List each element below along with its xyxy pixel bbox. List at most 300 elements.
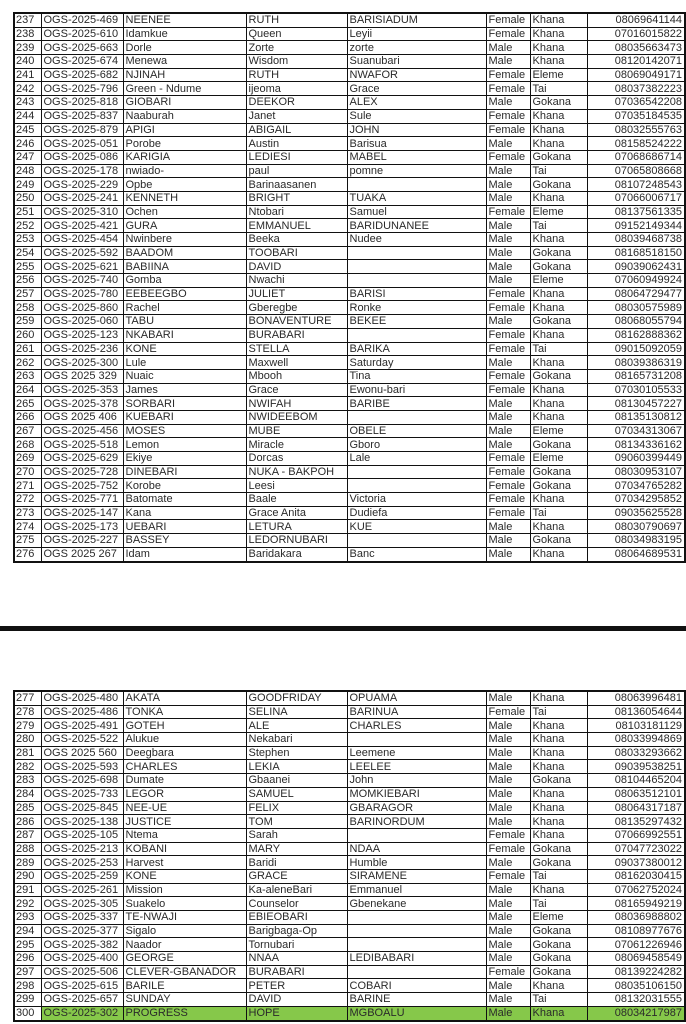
other-name-cell (347, 410, 486, 424)
table-row (14, 424, 685, 438)
other-name-cell: Saturday (347, 356, 486, 370)
first-name-cell: JULIET (246, 287, 347, 301)
other-name-cell (347, 328, 486, 342)
first-name-cell: Barigbaga-Op (246, 924, 347, 938)
other-name-cell: Humble (347, 856, 486, 870)
other-name-cell (347, 534, 486, 548)
gender-cell: Male (486, 164, 530, 178)
surname-cell: KONE (123, 869, 246, 883)
surname-cell: Harvest (123, 856, 246, 870)
registration-id-cell: OGS-2025-593 (41, 760, 123, 774)
registration-id-cell: OGS-2025-592 (41, 246, 123, 260)
first-name-cell: Grace Anita (246, 506, 347, 520)
registration-id-cell: OGS-2025-377 (41, 924, 123, 938)
lga-cell: Khana (530, 520, 587, 534)
phone-number-cell: 08035663473 (587, 41, 685, 55)
surname-cell: AKATA (123, 691, 246, 705)
surname-cell: EEBEEGBO (123, 287, 246, 301)
lga-cell: Khana (530, 410, 587, 424)
phone-number-cell: 07036542208 (587, 96, 685, 110)
other-name-cell: Banc (347, 547, 486, 561)
table-row (14, 547, 685, 561)
registration-id-cell: OGS-2025-300 (41, 356, 123, 370)
gender-cell: Male (486, 856, 530, 870)
registration-id-cell: OGS-2025-310 (41, 205, 123, 219)
first-name-cell: RUTH (246, 13, 347, 27)
gender-cell: Female (486, 452, 530, 466)
lga-cell: Gokana (530, 842, 587, 856)
gender-cell: Male (486, 815, 530, 829)
first-name-cell: PETER (246, 979, 347, 993)
phone-number-cell: 08039468738 (587, 233, 685, 247)
registration-id-cell: OGS-2025-663 (41, 41, 123, 55)
table-row (14, 897, 685, 911)
registration-id-cell: OGS-2025-456 (41, 424, 123, 438)
serial-number-cell: 286 (14, 815, 41, 829)
registration-id-cell: OGS-2025-138 (41, 815, 123, 829)
first-name-cell: BRIGHT (246, 191, 347, 205)
serial-number-cell: 288 (14, 842, 41, 856)
gender-cell: Female (486, 301, 530, 315)
serial-number-cell: 283 (14, 774, 41, 788)
gender-cell: Male (486, 719, 530, 733)
registration-id-cell: OGS-2025-147 (41, 506, 123, 520)
gender-cell: Male (486, 246, 530, 260)
gender-cell: Female (486, 109, 530, 123)
serial-number-cell: 261 (14, 342, 41, 356)
first-name-cell: Beeka (246, 233, 347, 247)
lga-cell: Khana (530, 287, 587, 301)
lga-cell: Gokana (530, 150, 587, 164)
lga-cell: Gokana (530, 178, 587, 192)
table-row (14, 205, 685, 219)
surname-cell: James (123, 383, 246, 397)
table-row (14, 27, 685, 41)
table-row (14, 1006, 685, 1020)
first-name-cell: STELLA (246, 342, 347, 356)
gender-cell: Male (486, 520, 530, 534)
gender-cell: Male (486, 924, 530, 938)
other-name-cell: Leyii (347, 27, 486, 41)
registration-id-cell: OGS-2025-086 (41, 150, 123, 164)
registration-id-cell: OGS-2025-105 (41, 828, 123, 842)
surname-cell: Ntema (123, 828, 246, 842)
lga-cell: Gokana (530, 465, 587, 479)
serial-number-cell: 248 (14, 164, 41, 178)
table-row (14, 493, 685, 507)
phone-number-cell: 08108977676 (587, 924, 685, 938)
registration-id-cell: OGS-2025-879 (41, 123, 123, 137)
lga-cell: Tai (530, 82, 587, 96)
other-name-cell: pomne (347, 164, 486, 178)
other-name-cell (347, 965, 486, 979)
lga-cell: Khana (530, 328, 587, 342)
table-row (14, 979, 685, 993)
phone-number-cell: 09152149344 (587, 219, 685, 233)
other-name-cell: NWAFOR (347, 68, 486, 82)
table-row (14, 452, 685, 466)
other-name-cell: Ronke (347, 301, 486, 315)
gender-cell: Male (486, 801, 530, 815)
phone-number-cell: 07034313067 (587, 424, 685, 438)
first-name-cell: paul (246, 164, 347, 178)
serial-number-cell: 240 (14, 55, 41, 69)
surname-cell: TE-NWAJI (123, 911, 246, 925)
other-name-cell: Lale (347, 452, 486, 466)
phone-number-cell: 08063996481 (587, 691, 685, 705)
table-row (14, 82, 685, 96)
serial-number-cell: 258 (14, 301, 41, 315)
gender-cell: Female (486, 123, 530, 137)
first-name-cell: ijeoma (246, 82, 347, 96)
other-name-cell: Suanubari (347, 55, 486, 69)
registration-id-cell: OGS-2025-860 (41, 301, 123, 315)
first-name-cell: NWIFAH (246, 397, 347, 411)
registration-id-cell: OGS-2025-657 (41, 993, 123, 1007)
other-name-cell: Grace (347, 82, 486, 96)
other-name-cell: Samuel (347, 205, 486, 219)
lga-cell: Khana (530, 1006, 587, 1020)
first-name-cell: SAMUEL (246, 787, 347, 801)
lga-cell: Khana (530, 137, 587, 151)
serial-number-cell: 300 (14, 1006, 41, 1020)
serial-number-cell: 266 (14, 410, 41, 424)
other-name-cell (347, 479, 486, 493)
first-name-cell: Barinaasanen (246, 178, 347, 192)
surname-cell: Rachel (123, 301, 246, 315)
table-row (14, 746, 685, 760)
registration-id-cell: OGS-2025-305 (41, 897, 123, 911)
phone-number-cell: 08035106150 (587, 979, 685, 993)
phone-number-cell: 08162888362 (587, 328, 685, 342)
other-name-cell: Victoria (347, 493, 486, 507)
registration-id-cell: OGS 2025 406 (41, 410, 123, 424)
registration-id-cell: OGS-2025-818 (41, 96, 123, 110)
table-row (14, 705, 685, 719)
serial-number-cell: 271 (14, 479, 41, 493)
gender-cell: Female (486, 27, 530, 41)
lga-cell: Gokana (530, 924, 587, 938)
phone-number-cell: 07047723022 (587, 842, 685, 856)
gender-cell: Male (486, 274, 530, 288)
registration-id-cell: OGS-2025-780 (41, 287, 123, 301)
lga-cell: Eleme (530, 68, 587, 82)
surname-cell: NJINAH (123, 68, 246, 82)
other-name-cell (347, 733, 486, 747)
lga-cell: Gokana (530, 479, 587, 493)
registration-id-cell: OGS 2025 560 (41, 746, 123, 760)
registration-id-cell: OGS-2025-486 (41, 705, 123, 719)
phone-number-cell: 07034295852 (587, 493, 685, 507)
registration-id-cell: OGS-2025-491 (41, 719, 123, 733)
gender-cell: Female (486, 68, 530, 82)
first-name-cell: Zorte (246, 41, 347, 55)
registration-id-cell: OGS-2025-733 (41, 787, 123, 801)
serial-number-cell: 256 (14, 274, 41, 288)
phone-number-cell: 09037380012 (587, 856, 685, 870)
serial-number-cell: 241 (14, 68, 41, 82)
serial-number-cell: 262 (14, 356, 41, 370)
first-name-cell: MUBE (246, 424, 347, 438)
first-name-cell: Gbaanei (246, 774, 347, 788)
gender-cell: Female (486, 493, 530, 507)
first-name-cell: Baale (246, 493, 347, 507)
table-row (14, 137, 685, 151)
phone-number-cell: 08063512101 (587, 787, 685, 801)
gender-cell: Male (486, 733, 530, 747)
gender-cell: Male (486, 191, 530, 205)
first-name-cell: Janet (246, 109, 347, 123)
gender-cell: Male (486, 952, 530, 966)
lga-cell: Eleme (530, 205, 587, 219)
first-name-cell: Grace (246, 383, 347, 397)
gender-cell: Female (486, 869, 530, 883)
phone-number-cell: 08030575989 (587, 301, 685, 315)
gender-cell: Male (486, 938, 530, 952)
table-row (14, 13, 685, 27)
other-name-cell: BARISIADUM (347, 13, 486, 27)
registration-id-cell: OGS 2025 267 (41, 547, 123, 561)
surname-cell: KOBANI (123, 842, 246, 856)
table-row (14, 465, 685, 479)
surname-cell: GEORGE (123, 952, 246, 966)
first-name-cell: Ka-aleneBari (246, 883, 347, 897)
gender-cell: Male (486, 424, 530, 438)
table-row (14, 952, 685, 966)
phone-number-cell: 08036988802 (587, 911, 685, 925)
first-name-cell: NUKA - BAKPOH (246, 465, 347, 479)
other-name-cell: Barisua (347, 137, 486, 151)
serial-number-cell: 265 (14, 397, 41, 411)
lga-cell: Khana (530, 719, 587, 733)
surname-cell: Green - Ndume (123, 82, 246, 96)
other-name-cell: Sule (347, 109, 486, 123)
records-table-top (13, 12, 686, 563)
other-name-cell: zorte (347, 41, 486, 55)
serial-number-cell: 247 (14, 150, 41, 164)
first-name-cell: Ntobari (246, 205, 347, 219)
serial-number-cell: 237 (14, 13, 41, 27)
surname-cell: KENNETH (123, 191, 246, 205)
serial-number-cell: 246 (14, 137, 41, 151)
gender-cell: Male (486, 178, 530, 192)
first-name-cell: Baridakara (246, 547, 347, 561)
first-name-cell: DAVID (246, 993, 347, 1007)
other-name-cell: MGBOALU (347, 1006, 486, 1020)
phone-number-cell: 08033994869 (587, 733, 685, 747)
first-name-cell: TOM (246, 815, 347, 829)
first-name-cell: Sarah (246, 828, 347, 842)
phone-number-cell: 08137561335 (587, 205, 685, 219)
other-name-cell: Dudiefa (347, 506, 486, 520)
gender-cell: Male (486, 911, 530, 925)
first-name-cell: LETURA (246, 520, 347, 534)
gender-cell: Female (486, 342, 530, 356)
first-name-cell: GOODFRIDAY (246, 691, 347, 705)
phone-number-cell: 07062752024 (587, 883, 685, 897)
other-name-cell (347, 938, 486, 952)
registration-id-cell: OGS-2025-253 (41, 856, 123, 870)
surname-cell: Nuaic (123, 369, 246, 383)
first-name-cell: BURABARI (246, 328, 347, 342)
gender-cell: Male (486, 397, 530, 411)
lga-cell: Khana (530, 13, 587, 27)
first-name-cell: TOOBARI (246, 246, 347, 260)
phone-number-cell: 08033293662 (587, 746, 685, 760)
surname-cell: UEBARI (123, 520, 246, 534)
surname-cell: Batomate (123, 493, 246, 507)
lga-cell: Tai (530, 993, 587, 1007)
phone-number-cell: 08034983195 (587, 534, 685, 548)
table-row (14, 315, 685, 329)
lga-cell: Khana (530, 493, 587, 507)
surname-cell: Porobe (123, 137, 246, 151)
surname-cell: LEGOR (123, 787, 246, 801)
registration-id-cell: OGS-2025-051 (41, 137, 123, 151)
surname-cell: Ekiye (123, 452, 246, 466)
table-row (14, 801, 685, 815)
phone-number-cell: 08165949219 (587, 897, 685, 911)
serial-number-cell: 291 (14, 883, 41, 897)
registration-id-cell: OGS-2025-241 (41, 191, 123, 205)
surname-cell: TABU (123, 315, 246, 329)
other-name-cell (347, 911, 486, 925)
gender-cell: Female (486, 705, 530, 719)
lga-cell: Gokana (530, 952, 587, 966)
table-row (14, 233, 685, 247)
other-name-cell (347, 246, 486, 260)
table-row (14, 828, 685, 842)
gender-cell: Male (486, 438, 530, 452)
surname-cell: CHARLES (123, 760, 246, 774)
table-row (14, 123, 685, 137)
gender-cell: Female (486, 369, 530, 383)
table-row (14, 856, 685, 870)
surname-cell: nwiado- (123, 164, 246, 178)
lga-cell: Tai (530, 164, 587, 178)
serial-number-cell: 260 (14, 328, 41, 342)
serial-number-cell: 243 (14, 96, 41, 110)
lga-cell: Khana (530, 787, 587, 801)
other-name-cell: LEDIBABARI (347, 952, 486, 966)
serial-number-cell: 280 (14, 733, 41, 747)
lga-cell: Tai (530, 219, 587, 233)
serial-number-cell: 269 (14, 452, 41, 466)
other-name-cell: OBELE (347, 424, 486, 438)
serial-number-cell: 285 (14, 801, 41, 815)
serial-number-cell: 263 (14, 369, 41, 383)
lga-cell: Gokana (530, 856, 587, 870)
surname-cell: Deegbara (123, 746, 246, 760)
gender-cell: Male (486, 547, 530, 561)
lga-cell: Khana (530, 301, 587, 315)
table-row (14, 178, 685, 192)
table-row (14, 534, 685, 548)
phone-number-cell: 08039386319 (587, 356, 685, 370)
surname-cell: KARIGIA (123, 150, 246, 164)
table-row (14, 219, 685, 233)
registration-id-cell: OGS-2025-382 (41, 938, 123, 952)
table-row (14, 342, 685, 356)
table-row (14, 938, 685, 952)
surname-cell: Lemon (123, 438, 246, 452)
other-name-cell: BARINORDUM (347, 815, 486, 829)
first-name-cell: LEDIESI (246, 150, 347, 164)
first-name-cell: Dorcas (246, 452, 347, 466)
table-row (14, 274, 685, 288)
table-row (14, 356, 685, 370)
serial-number-cell: 249 (14, 178, 41, 192)
phone-number-cell: 07066006717 (587, 191, 685, 205)
page-divider (0, 626, 686, 631)
gender-cell: Male (486, 774, 530, 788)
serial-number-cell: 253 (14, 233, 41, 247)
lga-cell: Tai (530, 869, 587, 883)
gender-cell: Male (486, 410, 530, 424)
registration-id-cell: OGS-2025-480 (41, 691, 123, 705)
serial-number-cell: 276 (14, 547, 41, 561)
other-name-cell: Tina (347, 369, 486, 383)
registration-id-cell: OGS-2025-178 (41, 164, 123, 178)
serial-number-cell: 267 (14, 424, 41, 438)
other-name-cell: BARIBE (347, 397, 486, 411)
phone-number-cell: 08064729477 (587, 287, 685, 301)
registration-id-cell: OGS-2025-522 (41, 733, 123, 747)
table-row (14, 164, 685, 178)
serial-number-cell: 287 (14, 828, 41, 842)
serial-number-cell: 259 (14, 315, 41, 329)
lga-cell: Khana (530, 691, 587, 705)
lga-cell: Khana (530, 109, 587, 123)
serial-number-cell: 257 (14, 287, 41, 301)
lga-cell: Khana (530, 397, 587, 411)
registration-id-cell: OGS 2025 329 (41, 369, 123, 383)
table-row (14, 869, 685, 883)
table-row (14, 383, 685, 397)
surname-cell: Menewa (123, 55, 246, 69)
gender-cell: Male (486, 691, 530, 705)
first-name-cell: Wisdom (246, 55, 347, 69)
other-name-cell: BARINUA (347, 705, 486, 719)
table-row (14, 774, 685, 788)
gender-cell: Male (486, 315, 530, 329)
phone-number-cell: 09015092059 (587, 342, 685, 356)
table-row (14, 924, 685, 938)
gender-cell: Female (486, 383, 530, 397)
registration-id-cell: OGS-2025-454 (41, 233, 123, 247)
registration-id-cell: OGS-2025-400 (41, 952, 123, 966)
registration-id-cell: OGS-2025-518 (41, 438, 123, 452)
first-name-cell: Leesi (246, 479, 347, 493)
registration-id-cell: OGS-2025-378 (41, 397, 123, 411)
gender-cell: Female (486, 150, 530, 164)
registration-id-cell: OGS-2025-123 (41, 328, 123, 342)
other-name-cell: JOHN (347, 123, 486, 137)
phone-number-cell: 09060399449 (587, 452, 685, 466)
table-row (14, 993, 685, 1007)
table-row (14, 438, 685, 452)
table-row (14, 246, 685, 260)
first-name-cell: SELINA (246, 705, 347, 719)
table-row (14, 287, 685, 301)
table-row (14, 410, 685, 424)
other-name-cell (347, 828, 486, 842)
registration-id-cell: OGS-2025-752 (41, 479, 123, 493)
lga-cell: Eleme (530, 274, 587, 288)
gender-cell: Female (486, 328, 530, 342)
surname-cell: NEE-UE (123, 801, 246, 815)
lga-cell: Gokana (530, 938, 587, 952)
